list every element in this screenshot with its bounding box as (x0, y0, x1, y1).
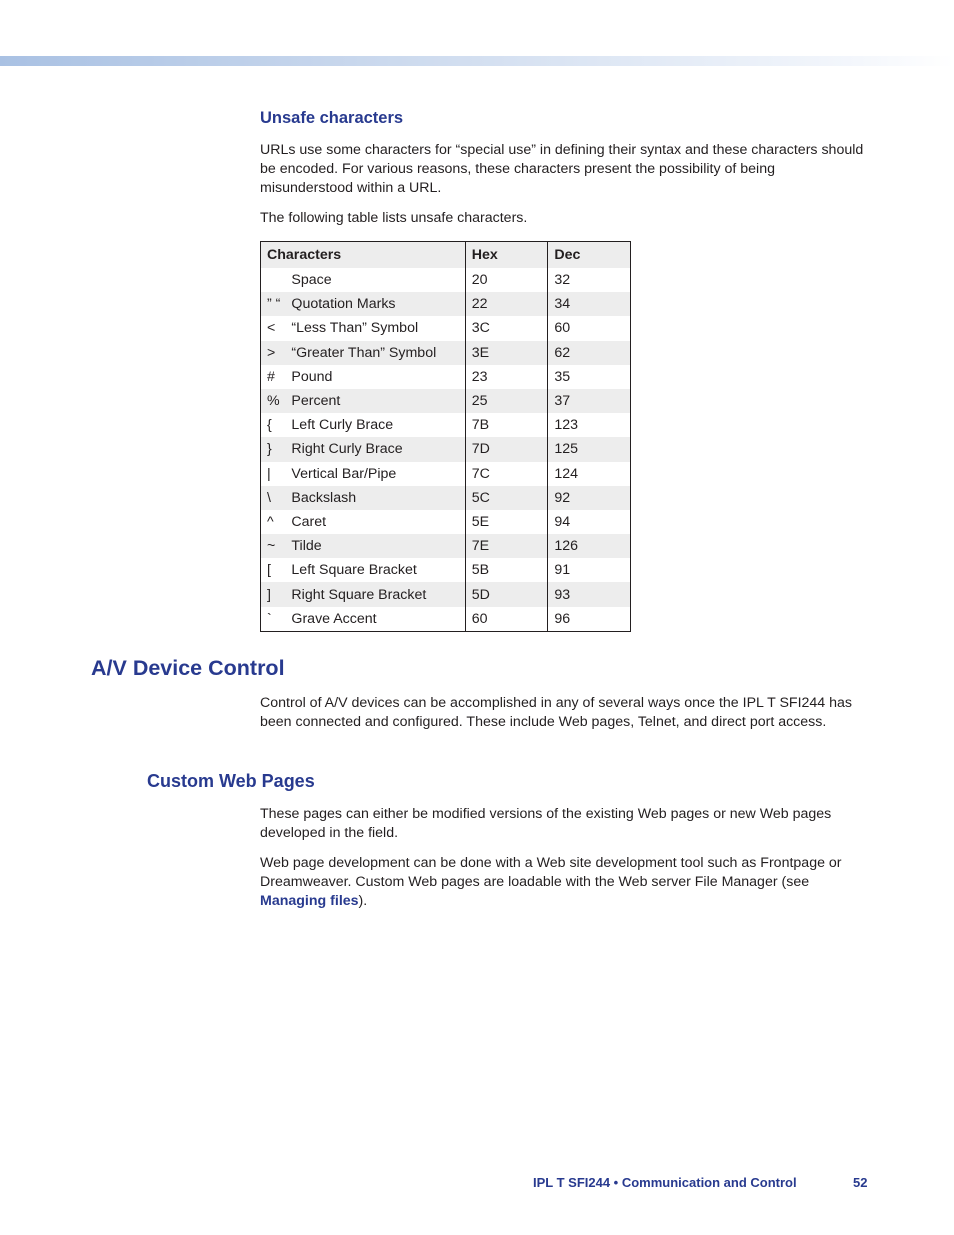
cell-dec: 60 (548, 316, 631, 340)
unsafe-intro-paragraph: URLs use some characters for “special use” in defining their syntax and these characters should be encoded. For various reasons, these characters present the possibility of being misunderstood within a URL. (260, 142, 864, 196)
cell-name: “Greater Than” Symbol (290, 341, 465, 365)
cell-dec: 94 (548, 510, 631, 534)
cell-name: Left Curly Brace (291, 417, 394, 434)
table-row (261, 389, 631, 413)
cell-symbol: ~ (261, 534, 291, 558)
cell-hex: 5D (465, 582, 548, 606)
page-number: 52 (853, 1175, 868, 1190)
table-header-row (261, 242, 631, 269)
cell-hex: 7E (465, 534, 548, 558)
table-row (261, 510, 631, 534)
table-intro-paragraph: The following table lists unsafe characters. (260, 210, 528, 226)
cell-dec: 32 (548, 268, 631, 292)
cell-name: Quotation Marks (290, 292, 465, 316)
cell-dec: 125 (548, 437, 631, 461)
cell-dec: 93 (548, 582, 631, 606)
cell-name: Percent (290, 389, 465, 413)
web-development-text-end: ). (358, 893, 368, 909)
cell-dec: 123 (548, 413, 631, 437)
cell-dec: 96 (548, 607, 631, 632)
table-row (261, 582, 631, 606)
cell-symbol (261, 268, 291, 292)
table-row (261, 268, 631, 292)
cell-dec: 34 (548, 292, 631, 316)
cell-dec: 35 (548, 365, 631, 389)
header-characters: Characters (261, 242, 466, 269)
cell-hex: 20 (465, 268, 548, 292)
table-row (261, 437, 631, 461)
table-row (261, 365, 631, 389)
cell-hex: 7C (465, 462, 548, 486)
cell-symbol: ] (261, 582, 291, 606)
cell-hex: 5E (465, 510, 548, 534)
table-row (261, 607, 631, 632)
cell-dec: 124 (548, 462, 631, 486)
cell-dec: 91 (548, 558, 631, 582)
cell-name: Tilde (290, 534, 465, 558)
cell-symbol: < (267, 320, 276, 337)
cell-hex: 60 (465, 607, 548, 632)
header-gradient-bar (0, 56, 954, 66)
cell-hex: 22 (465, 292, 548, 316)
table-body (261, 268, 631, 631)
table-row (261, 316, 631, 340)
cell-name: Pound (291, 368, 333, 385)
cell-name: Backslash (290, 486, 465, 510)
web-development-paragraph (260, 854, 865, 911)
cell-dec: 92 (548, 486, 631, 510)
cell-name: Right Curly Brace (290, 437, 465, 461)
cell-hex: 3E (465, 341, 548, 365)
table-row (261, 534, 631, 558)
custom-pages-paragraph: These pages can either be modified versions of the existing Web pages or new Web pages developed in the field. (260, 806, 832, 841)
cell-symbol: | (267, 465, 271, 482)
cell-hex: 25 (465, 389, 548, 413)
cell-symbol: ^ (267, 513, 274, 530)
table-row (261, 558, 631, 582)
cell-name: Vertical Bar/Pipe (291, 465, 397, 482)
cell-name: Caret (291, 513, 327, 530)
cell-hex: 7B (465, 413, 548, 437)
table-row (261, 341, 631, 365)
cell-name: Left Square Bracket (291, 562, 417, 579)
unsafe-characters-table (260, 241, 631, 632)
cell-hex: 3C (465, 316, 548, 340)
cell-symbol: } (261, 437, 291, 461)
cell-symbol: > (261, 341, 291, 365)
cell-name: Right Square Bracket (290, 582, 465, 606)
managing-files-link[interactable]: Managing files (260, 893, 359, 909)
cell-name: “Less Than” Symbol (291, 320, 419, 337)
unsafe-characters-heading: Unsafe characters (260, 109, 404, 127)
cell-hex: 7D (465, 437, 548, 461)
footer-title: IPL T SFI244 • Communication and Control (533, 1175, 797, 1190)
header-dec: Dec (548, 242, 631, 269)
header-hex: Hex (465, 242, 548, 269)
cell-symbol: % (261, 389, 291, 413)
cell-symbol: [ (267, 562, 271, 579)
cell-dec: 37 (548, 389, 631, 413)
cell-dec: 126 (548, 534, 631, 558)
custom-web-pages-heading: Custom Web Pages (147, 771, 315, 791)
cell-symbol: ` (267, 610, 272, 627)
av-device-control-heading: A/V Device Control (91, 656, 285, 680)
cell-symbol: ” “ (261, 292, 291, 316)
av-control-paragraph: Control of A/V devices can be accomplished in any of several ways once the IPL T SFI244 has been connected and configured. These include Web pages, Telnet, and direct port access. (260, 695, 853, 730)
cell-symbol: # (267, 368, 275, 385)
cell-symbol: { (267, 417, 272, 434)
table-row (261, 486, 631, 510)
table-row (261, 292, 631, 316)
cell-hex: 5B (465, 558, 548, 582)
cell-hex: 5C (465, 486, 548, 510)
cell-symbol: \ (261, 486, 291, 510)
cell-name: Space (291, 272, 332, 289)
table-row (261, 462, 631, 486)
cell-dec: 62 (548, 341, 631, 365)
table-row (261, 413, 631, 437)
cell-name: Grave Accent (291, 610, 377, 627)
web-development-text: Web page development can be done with a Web site development tool such as Frontpage or Dreamweaver. Custom Web pages are loadable with the Web server File Manager (see (260, 855, 842, 890)
cell-hex: 23 (465, 365, 548, 389)
